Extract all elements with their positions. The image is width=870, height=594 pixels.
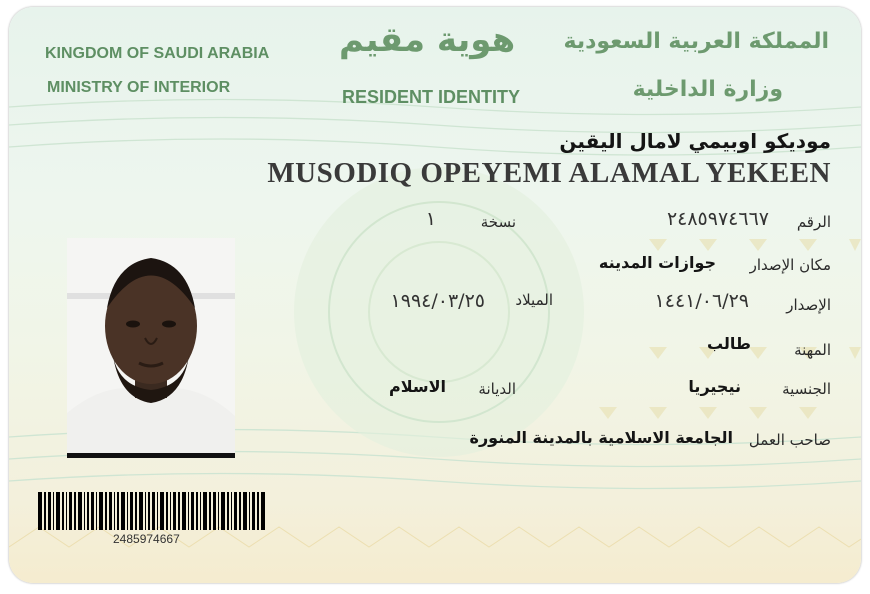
issue-date-label: الإصدار	[786, 296, 831, 314]
resident-identity-en: RESIDENT IDENTITY	[342, 87, 521, 107]
profession-label: المهنة	[794, 341, 831, 359]
holder-photo	[67, 238, 235, 458]
header-ministry-en: MINISTRY OF INTERIOR	[47, 79, 231, 96]
religion-value: الاسلام	[388, 377, 446, 396]
barcode	[38, 492, 266, 530]
id-number-label: الرقم	[796, 213, 831, 231]
ministry-ar-logo: وزارة الداخلية	[632, 77, 783, 102]
resident-id-card	[9, 7, 861, 583]
nationality-label: الجنسية	[782, 380, 831, 398]
nationality-value: نيجيريا	[688, 377, 741, 396]
copy-label: نسخة	[480, 213, 516, 231]
watermark-emblem	[294, 167, 584, 457]
issue-place-value: جوازات المدينه	[598, 253, 716, 272]
birth-date-label: الميلاد	[515, 291, 553, 309]
birth-date-value: ١٩٩٤/٠٣/٢٥	[390, 290, 485, 312]
issue-place-label: مكان الإصدار	[749, 256, 831, 274]
resident-identity-ar-logo: هوية مقيم	[339, 20, 516, 60]
employer-value: الجامعة الاسلامية بالمدينة المنورة	[469, 428, 733, 447]
religion-label: الديانة	[478, 380, 516, 398]
header-kingdom-en: KINGDOM OF SAUDI ARABIA	[45, 45, 270, 62]
barcode-number: 2485974667	[113, 532, 180, 546]
holder-name-ar: موديكو اوبيمي لامال اليقين	[559, 129, 831, 153]
employer-label: صاحب العمل	[748, 431, 831, 449]
copy-value: ١	[425, 208, 436, 230]
issue-date-value: ١٤٤١/٠٦/٢٩	[654, 290, 749, 312]
profession-value: طالب	[706, 334, 751, 353]
holder-name-en: MUSODIQ OPEYEMI ALAMAL YEKEEN	[267, 157, 831, 189]
id-number-value: ٢٤٨٥٩٧٤٦٦٧	[666, 208, 769, 230]
kingdom-ar-logo: المملكة العربية السعودية	[563, 29, 829, 54]
